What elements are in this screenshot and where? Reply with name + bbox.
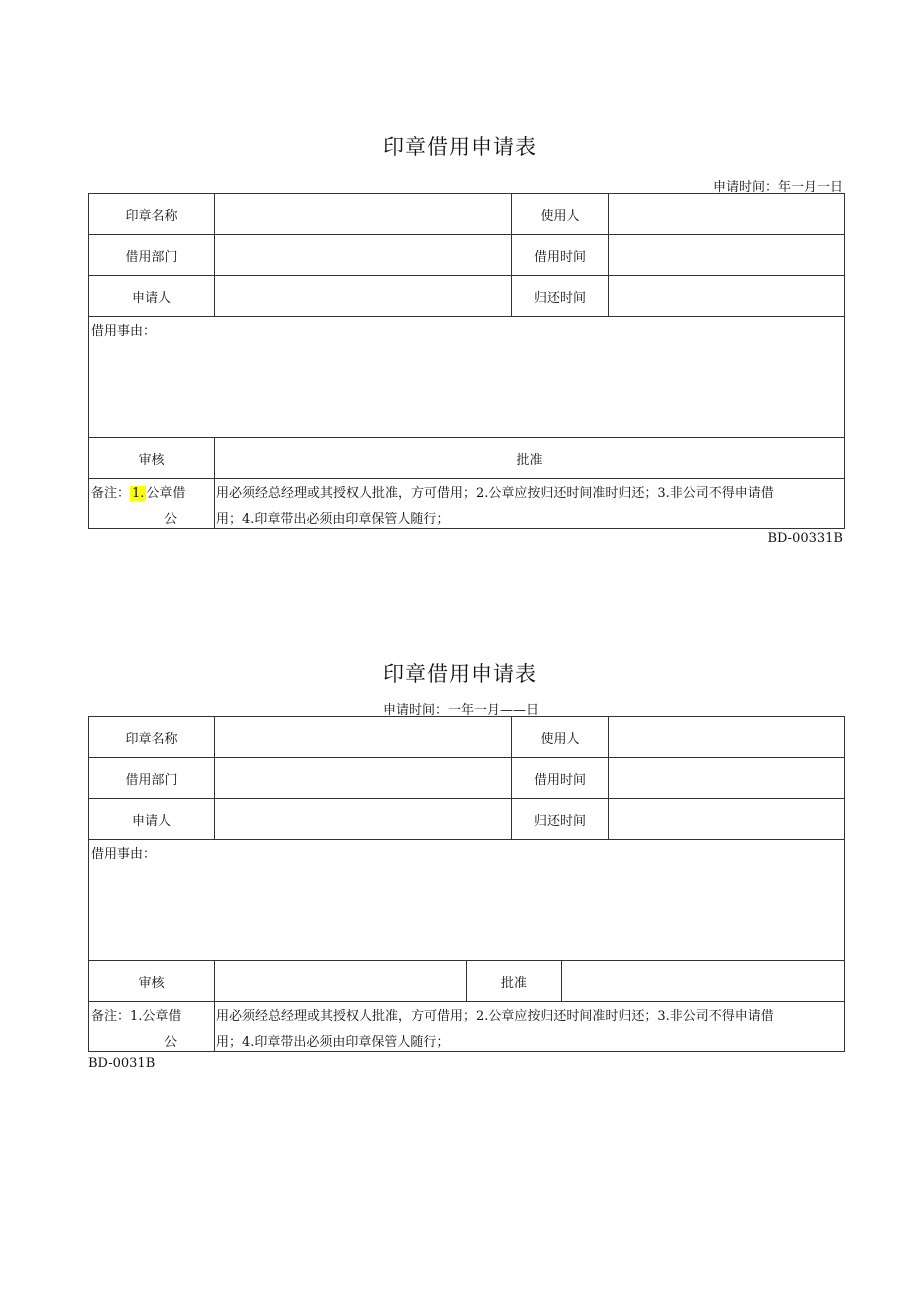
form2-borrow-time-field[interactable] [609, 758, 845, 799]
form2-seal-name-label: 印章名称 [89, 717, 215, 758]
form2-note-left-line1: 备注：1.公章借 [91, 1009, 182, 1024]
form2-application-date: 申请时间：一年一月——日 [383, 703, 540, 718]
form2-seal-name-field[interactable] [215, 717, 512, 758]
form2-note-left [89, 1002, 215, 1052]
form1-reason-label: 借用事由： [91, 324, 157, 339]
form2-table [88, 716, 845, 1052]
form1-note-right-line1: 用必须经总经理或其授权人批准，方可借用；2.公章应按归还时间准时归还；3.非公司不得申请借 [216, 486, 774, 501]
form1-return-time-label: 归还时间 [512, 276, 609, 317]
form2-note-left-line2: 公 [164, 1035, 178, 1050]
form1-review-label: 审核 [89, 438, 215, 479]
form2-user-field[interactable] [609, 717, 845, 758]
form2-dept-field[interactable] [215, 758, 512, 799]
form1-doc-code: BD-00331B [767, 531, 843, 546]
form2-doc-code: BD-0031B [88, 1056, 156, 1071]
form2-return-time-field[interactable] [609, 799, 845, 840]
form2-note-right-line1: 用必须经总经理或其授权人批准，方可借用；2.公章应按归还时间准时归还；3.非公司不得申请借 [216, 1009, 774, 1024]
form1-reason-field[interactable] [89, 317, 845, 438]
highlight-mark: 1. [132, 486, 145, 501]
form1-applicant-field[interactable] [215, 276, 512, 317]
form1-note-right [215, 479, 845, 529]
form2-approve-field[interactable] [562, 961, 845, 1002]
form1-note-right-line2: 用；4.印章带出必须由印章保管人随行； [216, 512, 450, 527]
form2-note-right-line2: 用；4.印章带出必须由印章保管人随行； [216, 1035, 450, 1050]
form2-approve-label: 批准 [467, 961, 562, 1002]
form1-title: 印章借用申请表 [383, 135, 537, 159]
form1-user-field[interactable] [609, 194, 845, 235]
form1-approve-label: 批准 [215, 438, 845, 479]
form1-dept-field[interactable] [215, 235, 512, 276]
form1-return-time-field[interactable] [609, 276, 845, 317]
form1-application-date: 申请时间：年一月一日 [712, 180, 843, 195]
form2-applicant-field[interactable] [215, 799, 512, 840]
form1-borrow-time-field[interactable] [609, 235, 845, 276]
form2-return-time-label: 归还时间 [512, 799, 609, 840]
form2-title: 印章借用申请表 [383, 662, 537, 686]
form1-dept-label: 借用部门 [89, 235, 215, 276]
form2-applicant-label: 申请人 [89, 799, 215, 840]
form1-applicant-label: 申请人 [89, 276, 215, 317]
form2-user-label: 使用人 [512, 717, 609, 758]
form2-reason-label: 借用事由： [91, 847, 157, 862]
form1-note-left-line2: 公 [164, 512, 178, 527]
form2-note-right [215, 1002, 845, 1052]
form2-review-field[interactable] [215, 961, 467, 1002]
form1-note-left-line1: 备注： 1. 公章借 [91, 486, 186, 501]
form1-seal-name-field[interactable] [215, 194, 512, 235]
form1-borrow-time-label: 借用时间 [512, 235, 609, 276]
form2-reason-field[interactable] [89, 840, 845, 961]
form1-table [88, 193, 845, 529]
form1-user-label: 使用人 [512, 194, 609, 235]
form2-review-label: 审核 [89, 961, 215, 1002]
form2-borrow-time-label: 借用时间 [512, 758, 609, 799]
form1-seal-name-label: 印章名称 [89, 194, 215, 235]
form1-note-left [89, 479, 215, 529]
form2-dept-label: 借用部门 [89, 758, 215, 799]
